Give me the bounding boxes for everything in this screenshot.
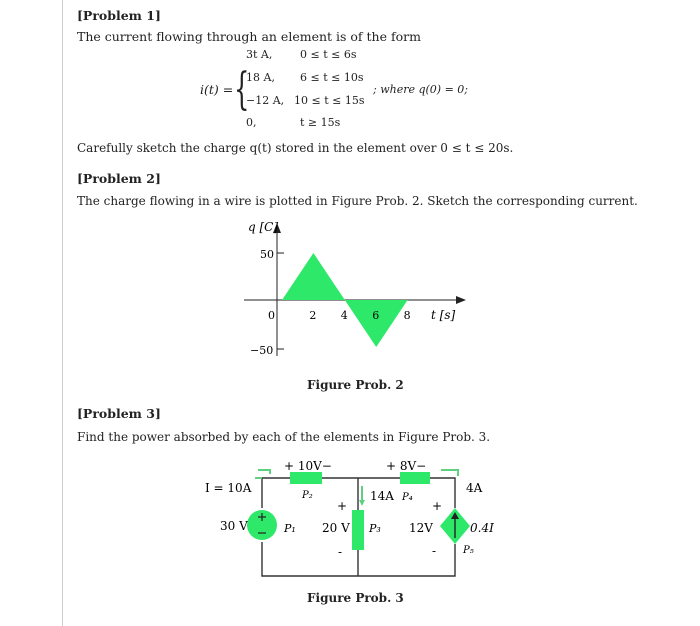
case-brace: { bbox=[234, 64, 250, 115]
element-p3 bbox=[352, 510, 364, 550]
current-function-lhs: i(t) = bbox=[200, 82, 234, 97]
case-range-1: 0 ≤ t ≤ 6s bbox=[300, 48, 357, 61]
y-axis-label: q [C] bbox=[248, 220, 279, 234]
label-10V: + 10V− bbox=[284, 459, 332, 473]
x-tick-label: 6 bbox=[372, 309, 380, 322]
problem3-statement: Find the power absorbed by each of the elements in Figure Prob. 3. bbox=[77, 430, 491, 444]
label-p5: P₅ bbox=[463, 545, 474, 556]
label-30V: 30 V bbox=[220, 519, 248, 533]
current-arrow-14A-head bbox=[359, 500, 365, 506]
x-axis-label: t [s] bbox=[431, 308, 456, 322]
label-p3-plus: + bbox=[337, 499, 348, 513]
case-value-1: 3t A, bbox=[246, 48, 273, 61]
problem1-heading: [Problem 1] bbox=[77, 8, 161, 23]
figure2-caption: Figure Prob. 2 bbox=[307, 378, 404, 392]
label-p2: P₂ bbox=[302, 490, 313, 501]
element-p4 bbox=[400, 472, 430, 484]
x-tick-label: 8 bbox=[403, 309, 411, 322]
label-dependent-source: 0.4I bbox=[470, 521, 494, 535]
y-tick-label-neg50: −50 bbox=[250, 344, 274, 357]
label-p4: P₄ bbox=[402, 492, 413, 503]
initial-condition: ; where q(0) = 0; bbox=[373, 83, 469, 96]
y-tick-label-50: 50 bbox=[260, 248, 274, 261]
problem2-heading: [Problem 2] bbox=[77, 171, 161, 186]
current-arrow-4A bbox=[441, 470, 458, 476]
case-value-2: 18 A, bbox=[246, 71, 275, 84]
label-20V: 20 V bbox=[322, 521, 350, 535]
problem1-statement: The current flowing through an element is of the form bbox=[77, 29, 421, 44]
current-arrow-I-mark bbox=[258, 470, 270, 474]
case-value-3: −12 A, bbox=[246, 94, 285, 107]
problem1-task: Carefully sketch the charge q(t) stored in the element over 0 ≤ t ≤ 20s. bbox=[77, 141, 514, 155]
label-source-current: I = 10A bbox=[205, 481, 252, 495]
label-p1: P₁ bbox=[284, 522, 296, 535]
label-4A: 4A bbox=[466, 481, 483, 495]
x-tick-label: 4 bbox=[340, 309, 348, 322]
x-tick-label: 2 bbox=[309, 309, 317, 322]
element-p2 bbox=[290, 472, 322, 484]
case-range-3: 10 ≤ t ≤ 15s bbox=[294, 94, 365, 107]
label-8V: + 8V− bbox=[386, 459, 427, 473]
label-12V: 12V bbox=[409, 521, 433, 535]
label-p5-minus: - bbox=[432, 544, 437, 558]
case-range-4: t ≥ 15s bbox=[300, 116, 341, 129]
label-p5-plus: + bbox=[432, 499, 443, 513]
problem2-statement: The charge flowing in a wire is plotted in Figure Prob. 2. Sketch the corresponding current. bbox=[77, 194, 638, 208]
figure3-caption: Figure Prob. 3 bbox=[307, 591, 404, 605]
label-p3: P₃ bbox=[369, 522, 381, 535]
label-14A: 14A bbox=[370, 489, 394, 503]
x-tick-label: 0 bbox=[268, 309, 275, 322]
case-range-2: 6 ≤ t ≤ 10s bbox=[300, 71, 364, 84]
problem3-heading: [Problem 3] bbox=[77, 406, 161, 421]
label-p3-minus: - bbox=[338, 545, 343, 559]
case-value-4: 0, bbox=[246, 116, 257, 129]
